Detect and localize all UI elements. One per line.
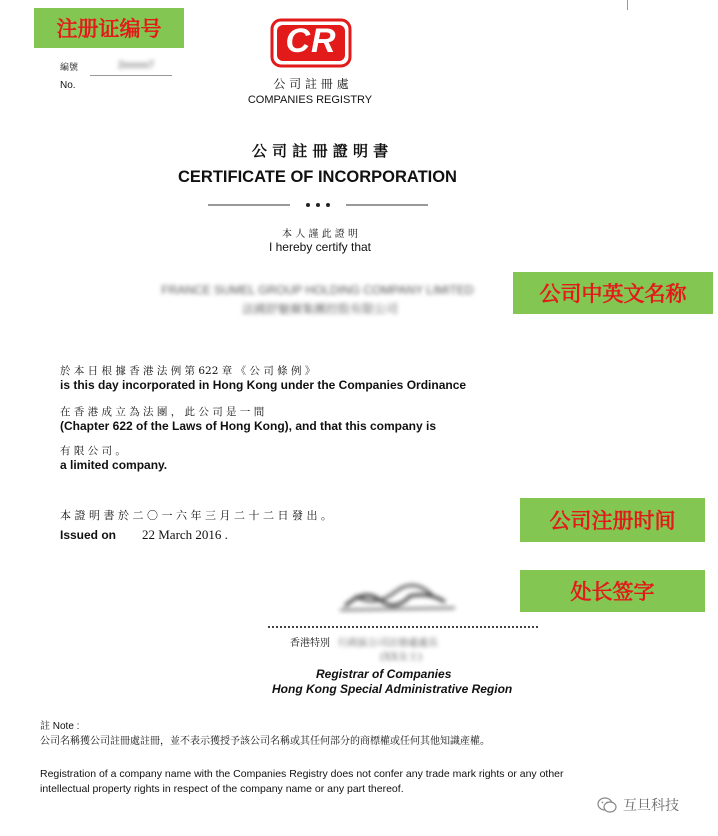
reg-no-underline [90,75,172,76]
note-text-en: Registration of a company name with the Companies Registry does not confer any trade mark rights or any other intellectual property rights in respect of the company name or any part thereof. [40,768,564,795]
watermark [597,794,679,816]
annotation-reg-no [34,8,184,48]
annotation-company-name-label: 公司中英文名称 [539,282,687,306]
note-text-zh: 公司名稱獲公司註冊處註冊，並不表示獲授予該公司名稱或其任何部分的商標權或任何其他知識產權。 [40,736,490,747]
registry-name-en: COMPANIES REGISTRY [247,94,373,106]
body-line2-en: (Chapter 622 of the Laws of Hong Kong), and that this company is [60,419,437,433]
certify-zh: 本 人 謹 此 證 明 [282,229,358,240]
registrar-signature [335,578,465,618]
title-divider [208,196,428,204]
note-label: 註 Note : [40,721,80,732]
body-line1-zh: 於 本 日 根 據 香 港 法 例 第 622 章 《 公 司 條 例 》 [60,365,316,377]
corner-mark [627,0,628,10]
registry-name-zh: 公 司 註 冊 處 [273,77,349,91]
certificate-title-zh: 公 司 註 冊 證 明 書 [251,142,389,160]
reg-no-label-zh: 編號 [60,63,79,73]
certificate-title-en: CERTIFICATE OF INCORPORATION [178,168,457,186]
reg-no-label-en: No. [60,80,76,91]
signature-dotted-line [268,626,538,628]
registrar-title-en: Registrar of Companies [316,667,452,681]
body-line3-en: a limited company. [60,458,168,472]
body-line3-zh: 有 限 公 司 。 [60,445,126,457]
body-line2-zh: 在 香 港 成 立 為 法 團 ， 此 公 司 是 一 間 [60,406,265,418]
annotation-company-name [513,272,713,314]
annotation-signature [520,570,705,612]
company-name-en: FRANCE SUMEL GROUP HOLDING COMPANY LIMITED [161,283,474,297]
annotation-signature-label: 处长签字 [570,580,655,604]
registrar-prefix-zh: 香港特別 [290,638,330,649]
annotation-reg-time-label: 公司注册时间 [549,509,676,533]
watermark-text: 互旦科技 [623,798,679,814]
wechat-icon [597,797,617,813]
issued-zh: 本 證 明 書 於 二 〇 一 六 年 三 月 二 十 二 日 發 出 。 [60,509,332,522]
annotation-reg-no-label: 注册证编号 [56,17,162,41]
registrar-name-blur2: (XX女士) [380,652,423,663]
reg-no-value: 2xxxxx7 [118,60,155,71]
registrar-name-blur: 行政區公司註冊處處長 [338,638,438,649]
registrar-region-en: Hong Kong Special Administrative Region [272,682,513,696]
cr-logo-text: CR [285,22,337,60]
body-line1-en: is this day incorporated in Hong Kong under the Companies Ordinance [60,378,467,392]
cr-logo [270,18,352,68]
certify-en: I hereby certify that [268,240,372,254]
issued-date: 22 March 2016 . [142,527,228,542]
annotation-reg-time [520,498,705,542]
company-name-zh: 法國舒魅爾集團控股有限公司 [241,302,398,316]
issued-label-en: Issued on [60,528,117,542]
